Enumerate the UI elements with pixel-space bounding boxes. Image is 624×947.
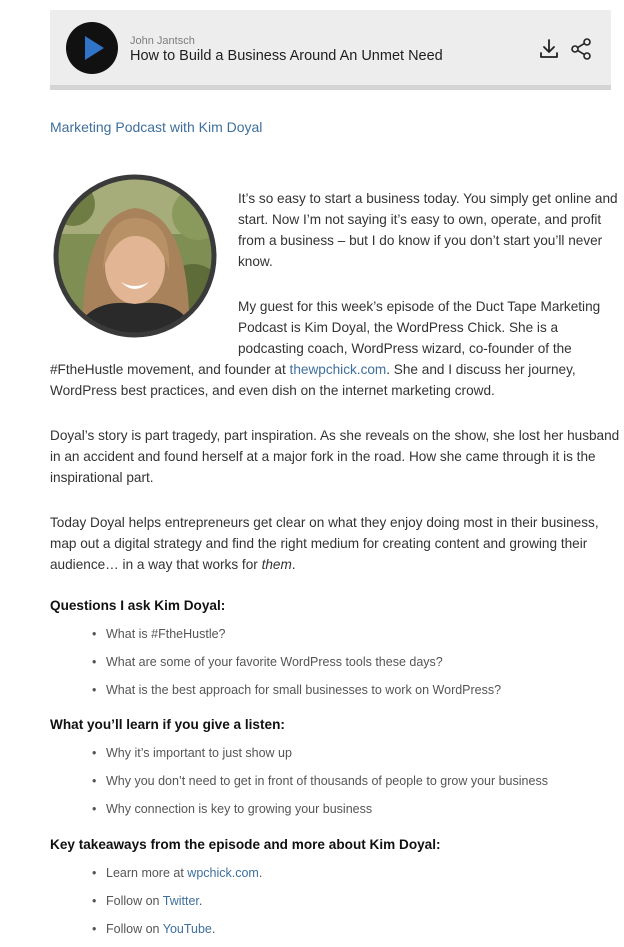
list-item: • Why it’s important to just show up — [92, 743, 548, 771]
text-line: podcasting coach, WordPress wizard, co-founder of the — [238, 341, 572, 356]
text-line — [50, 359, 576, 380]
twitter-link[interactable]: Twitter — [162, 894, 199, 908]
today-paragraph — [50, 512, 599, 575]
text-line: Podcast is Kim Doyal, the WordPress Chick. She is a — [238, 320, 559, 335]
list-item — [92, 863, 262, 891]
intro-paragraph-1 — [238, 188, 618, 272]
text-line: start. Now I’m not saying it’s easy to own, operate, and profit — [238, 212, 602, 227]
guest-photo — [53, 174, 217, 338]
intro-paragraph-2 — [238, 296, 600, 359]
text-line: know. — [238, 254, 273, 269]
episode-author: John Jantsch — [130, 35, 195, 47]
wpchick-link[interactable]: wpchick.com — [187, 866, 259, 880]
download-button[interactable] — [538, 38, 560, 60]
text-span: Learn more at — [106, 866, 188, 880]
text-line: map out a digital strategy and find the right medium for creating content and growing their — [50, 536, 588, 551]
text-span: . She and I discuss her journey, — [386, 362, 576, 377]
text-span: . — [258, 866, 263, 880]
text-span: #FtheHustle movement, and founder at — [50, 362, 290, 377]
text-line: from a business – but I do know if you don’t start you’ll never — [238, 233, 603, 248]
questions-list — [92, 624, 501, 708]
youtube-link[interactable]: YouTube — [162, 922, 212, 936]
text-line: in an accident and found herself at a major fork in the road. How she came through it is the — [50, 449, 596, 464]
play-icon — [66, 22, 118, 74]
list-item: • What is the best approach for small businesses to work on WordPress? — [92, 680, 501, 708]
takeaways-heading: Key takeaways from the episode and more about Kim Doyal: — [50, 837, 441, 852]
text-line: WordPress best practices, and even dish on the internet marketing crowd. — [50, 383, 495, 398]
list-item — [92, 891, 262, 919]
text-line: My guest for this week’s episode of the Duct Tape Marketing — [238, 299, 601, 314]
text-line: It’s so easy to start a business today. You simply get online and — [238, 191, 618, 206]
text-line: inspirational part. — [50, 470, 154, 485]
questions-heading: Questions I ask Kim Doyal: — [50, 598, 226, 613]
podcast-title-link[interactable]: Marketing Podcast with Kim Doyal — [50, 119, 263, 135]
download-icon — [538, 38, 560, 60]
text-span: . — [211, 922, 216, 936]
learn-heading: What you’ll learn if you give a listen: — [50, 717, 285, 732]
share-button[interactable] — [570, 38, 592, 60]
story-paragraph — [50, 425, 619, 488]
text-span: Follow on — [106, 894, 163, 908]
text-span: . — [291, 557, 296, 572]
emphasis-text: them — [261, 557, 292, 572]
text-line: Today Doyal helps entrepreneurs get clear on what they enjoy doing most in their business, — [50, 515, 599, 530]
list-item — [92, 919, 262, 947]
list-item: • Why connection is key to growing your business — [92, 799, 548, 827]
share-icon — [570, 38, 592, 60]
intro-paragraph-2-wide — [50, 359, 576, 401]
learn-list — [92, 743, 548, 827]
takeaways-list — [92, 863, 262, 947]
podcast-player — [50, 10, 611, 90]
text-span: . — [198, 894, 203, 908]
thewpchick-link[interactable]: thewpchick.com — [289, 362, 387, 377]
text-span: audience… in a way that works for — [50, 557, 262, 572]
episode-title: How to Build a Business Around An Unmet Need — [130, 48, 443, 64]
text-line — [50, 554, 599, 575]
text-span: Follow on — [106, 922, 163, 936]
text-line: Doyal’s story is part tragedy, part inspiration. As she reveals on the show, she lost her husband — [50, 428, 620, 443]
list-item: • What is #FtheHustle? — [92, 624, 501, 652]
list-item: • Why you don’t need to get in front of thousands of people to grow your business — [92, 771, 548, 799]
play-button[interactable] — [66, 22, 118, 74]
list-item: • What are some of your favorite WordPress tools these days? — [92, 652, 501, 680]
